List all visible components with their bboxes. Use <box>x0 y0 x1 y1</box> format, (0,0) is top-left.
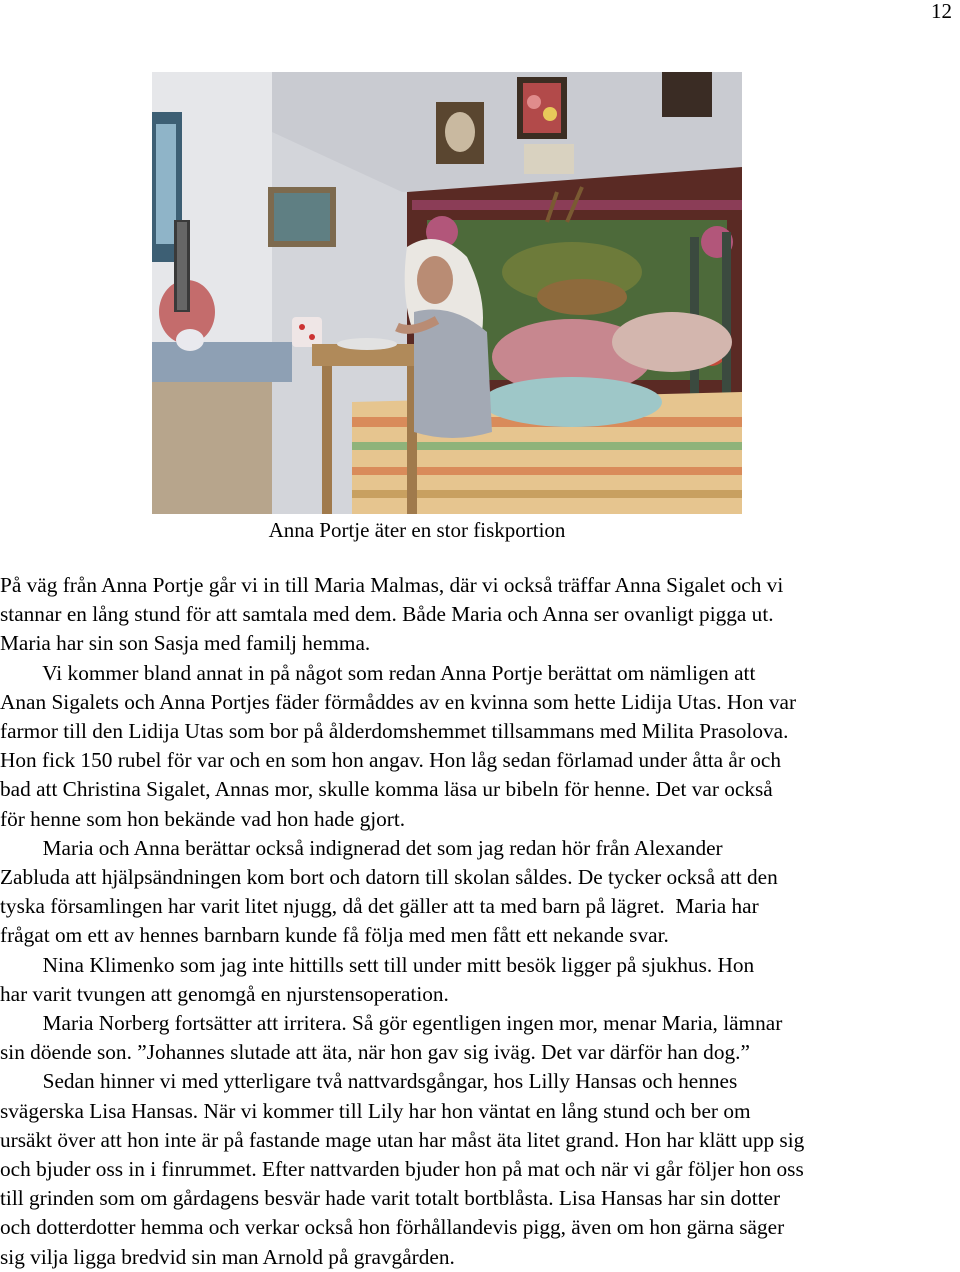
photo-caption: Anna Portje äter en stor fiskportion <box>268 518 566 542</box>
body-line: Maria Norberg fortsätter att irritera. Så gör egentligen ingen mor, menar Maria, lämnar <box>0 1011 783 1036</box>
body-line: frågat om ett av hennes barnbarn kunde få följa med men fått ett nekande svar. <box>0 923 669 948</box>
body-line: sig vilja ligga bredvid sin man Arnold på gravgården. <box>0 1244 455 1269</box>
body-line: svägerska Lisa Hansas. När vi kommer till Lily har hon väntat en lång stund och ber om <box>0 1098 751 1123</box>
photo-illustration <box>152 72 742 514</box>
body-line: Hon fick 150 rubel för var och en som hon angav. Hon låg sedan förlamad under åtta år och <box>0 748 782 773</box>
body-line: ursäkt över att hon inte är på fastande mage utan har måst äta litet grand. Hon har klätt upp sig <box>0 1127 805 1152</box>
body-line: har varit tvungen att genomgå en njurstensoperation. <box>0 981 449 1006</box>
body-line: Maria har sin son Sasja med familj hemma. <box>0 631 371 656</box>
body-line: farmor till den Lidija Utas som bor på ålderdomshemmet tillsammans med Milita Prasolova. <box>0 719 789 744</box>
body-text <box>0 571 960 1272</box>
body-line: Zabluda att hjälpsändningen kom bort och datorn till skolan såldes. De tycker också att den <box>0 865 778 890</box>
body-line: till grinden som om gårdagens besvär hade varit totalt bortblåsta. Lisa Hansas har sin dotter <box>0 1186 781 1211</box>
body-line: och bjuder oss in i finrummet. Efter nattvarden bjuder hon på mat och när vi går följer hon oss <box>0 1157 804 1182</box>
body-line: bad att Christina Sigalet, Annas mor, skulle komma läsa ur bibeln för henne. Det var också <box>0 777 773 802</box>
body-line: Sedan hinner vi med ytterligare två nattvardsgångar, hos Lilly Hansas och hennes <box>0 1069 738 1094</box>
body-line: Nina Klimenko som jag inte hittills sett till under mitt besök ligger på sjukhus. Hon <box>0 952 755 977</box>
body-line: Maria och Anna berättar också indignerad det som jag redan hör från Alexander <box>0 835 723 860</box>
body-line: Anan Sigalets och Anna Portjes fäder förmåddes av en kvinna som hette Lidija Utas. Hon var <box>0 689 797 714</box>
body-line: sin döende son. ”Johannes slutade att äta, när hon gav sig iväg. Det var därför han dog.” <box>0 1040 750 1065</box>
page-number: 12 <box>931 0 952 23</box>
body-line: för henne som hon bekände vad hon hade gjort. <box>0 806 406 831</box>
body-line: stannar en lång stund för att samtala med dem. Både Maria och Anna ser ovanligt pigga ut. <box>0 602 774 627</box>
photo-elderly-woman-eating <box>152 72 742 514</box>
body-line: tyska församlingen har varit litet njugg, då det gäller att ta med barn på lägret. Maria har <box>0 894 759 919</box>
body-line: Vi kommer bland annat in på något som redan Anna Portje berättat om nämligen att <box>0 660 756 685</box>
body-line: och dotterdotter hemma och verkar också hon förhållandevis pigg, även om hon gärna säger <box>0 1215 785 1240</box>
body-line: På väg från Anna Portje går vi in till Maria Malmas, där vi också träffar Anna Sigalet och vi <box>0 573 784 597</box>
